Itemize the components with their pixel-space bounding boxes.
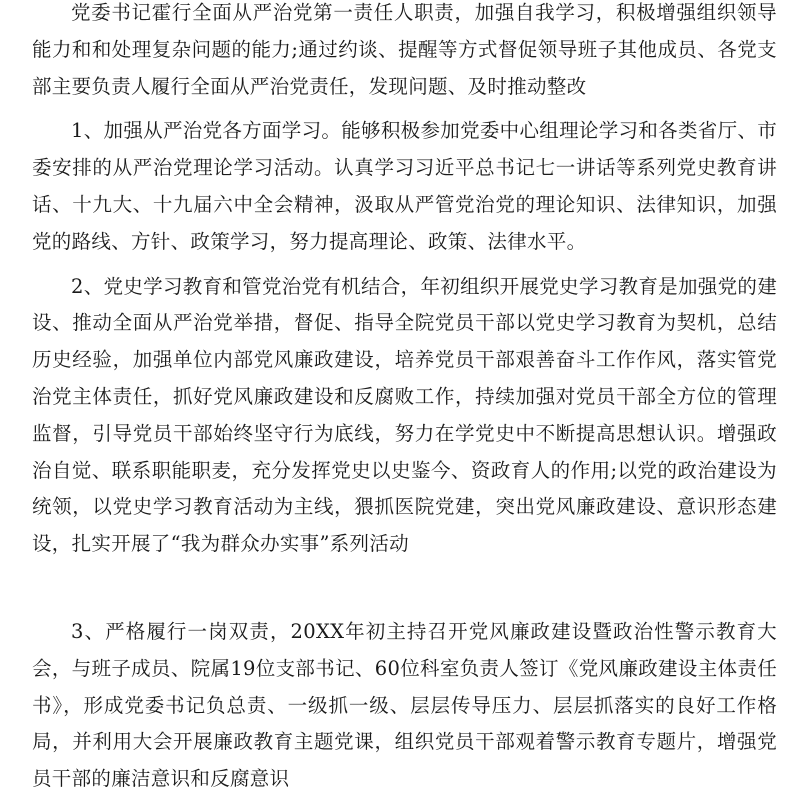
document-body	[32, 0, 777, 798]
paragraph-item-3: 3、严格履行一岗双责，20XX年初主持召开党风廉政建设暨政治性警示教育大会，与班子成员、院属19位支部书记、60位科室负责人签订《党风廉政建设主体责任书》，形成党委书记负总责、一级抓一级、层层传导压力、层层抓落实的良好工作格局，并利用大会开展廉政教育主题党课，组织党员干部观着警示教育专题片，增强党员干部的廉洁意识和反腐意识	[32, 619, 777, 791]
paragraph-item-1: 1、加强从严治党各方面学习。能够积极参加党委中心组理论学习和各类省厅、市委安排的从严治党理论学习活动。认真学习习近平总书记七一讲话等系列党史教育讲话、十九大、十九届六中全会精神，汲取从严管党治党的理论知识、法律知识，加强党的路线、方针、政策学习，努力提高理论、政策、法律水平。	[32, 119, 777, 253]
paragraph-item-2: 2、党史学习教育和管党治党有机结合，年初组织开展党史学习教育是加强党的建设、推动全面从严治党举措，督促、指导全院党员干部以党史学习教育为契机，总结历史经验，加强单位内部党风廉政建设，培养党员干部艰善奋斗工作作风，落实管党治党主体责任，抓好党风廉政建设和反腐败工作，持续加强对党员干部全方位的管理监督，引导党员干部始终坚守行为底线，努力在学党史中不断提高思想认识。增强政治自觉、联系职能职麦，充分发挥党史以史鉴今、资政育人的作用;以党的政治建设为统领，以党史学习教育活动为主线，猥抓医院党建，突出党风廉政建设、意识形态建设，扎实开展了“我为群众办实事”系列活动	[32, 274, 777, 556]
paragraph-gap	[32, 563, 777, 614]
paragraph-intro: 党委书记霍行全面从严治党第一责任人职责，加强自我学习，积极增强组织领导能力和和处理复杂问题的能力;通过约谈、提醒等方式督促领导班子其他成员、各党支部主要负责人履行全面从严治党责任，发现问题、及时推动整改	[32, 1, 777, 98]
